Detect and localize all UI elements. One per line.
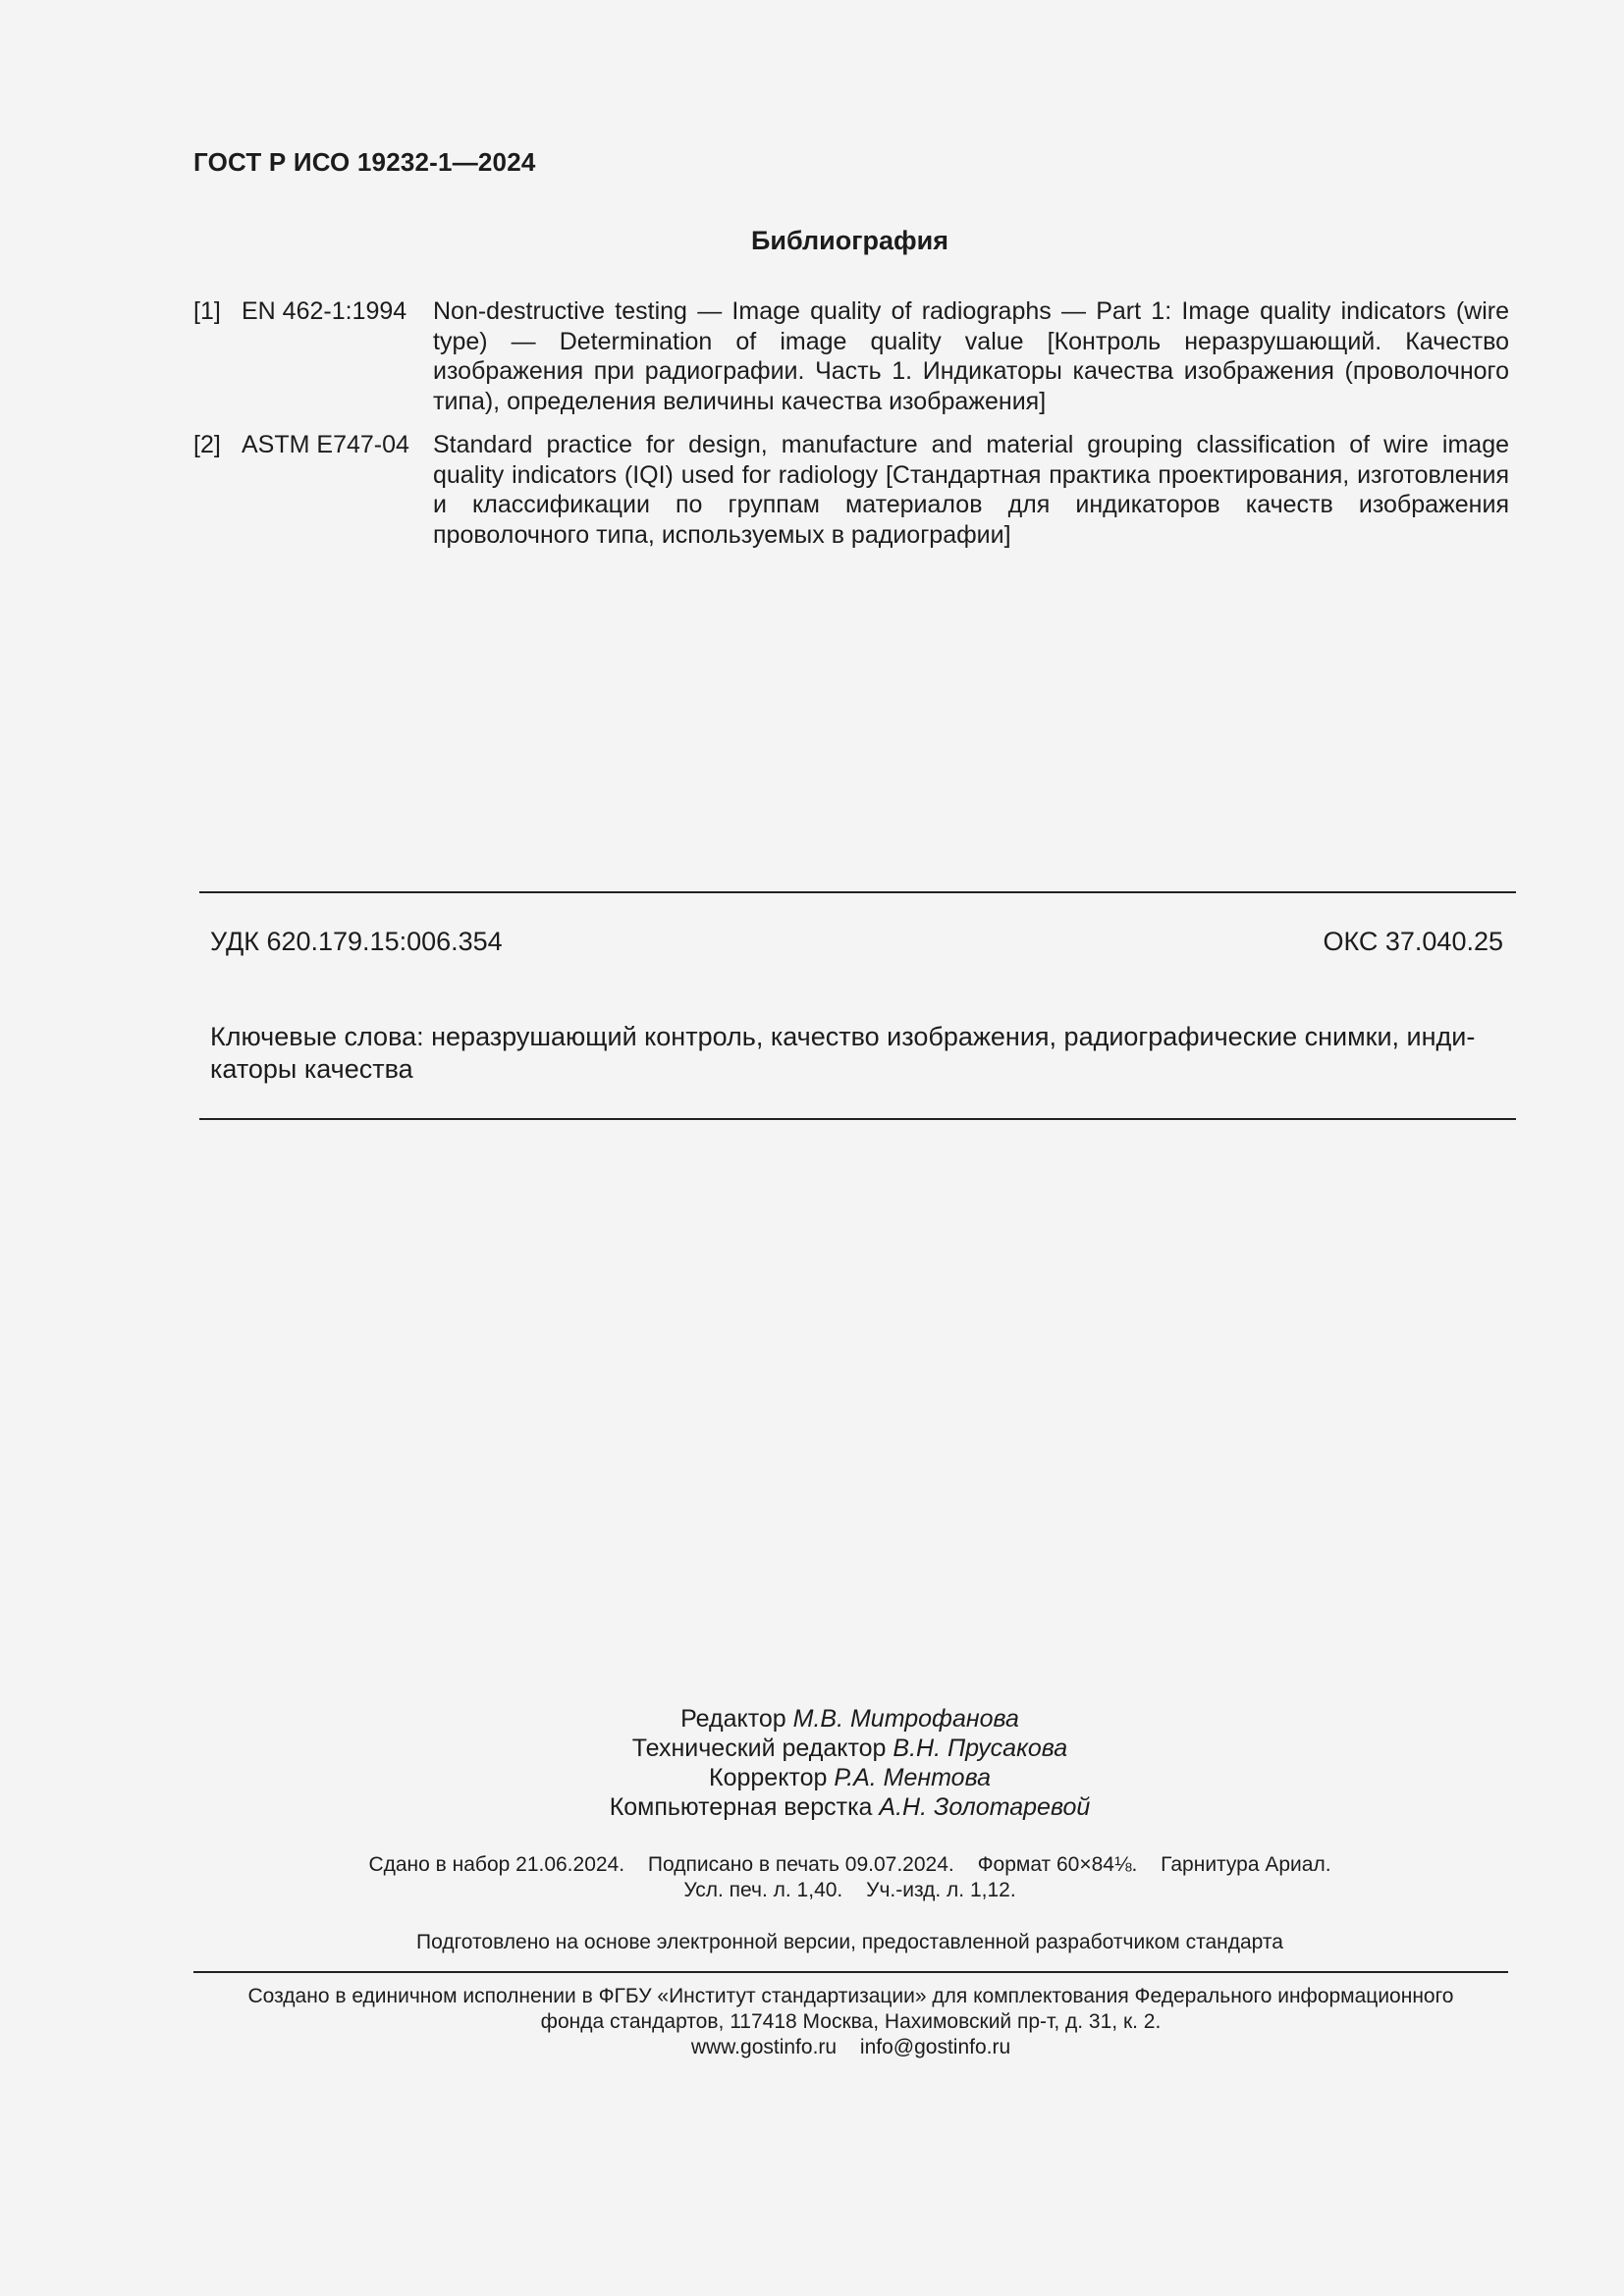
- contact-links: [193, 2035, 1508, 2060]
- prepared-note: Подготовлено на основе электронной версии, предоставленной разработчиком стандарта: [416, 1931, 1283, 1953]
- imprint-line: [0, 1878, 1624, 1903]
- email-link[interactable]: info@gostinfo.ru: [859, 2036, 1011, 2058]
- created-line: Создано в единичном исполнении в ФГБУ «Институт стандартизации» для комплектования Федерального информационного: [247, 1985, 1454, 2007]
- udk-code: УДК 620.179.15:006.354: [210, 927, 503, 956]
- print-sheets: Усл. печ. л. 1,40.: [683, 1879, 843, 1901]
- editor-line: [0, 1704, 1624, 1734]
- bottom-divider: [199, 1118, 1516, 1120]
- imprint-line: [0, 1852, 1624, 1878]
- publisher-sheets: Уч.-изд. л. 1,12.: [866, 1879, 1016, 1901]
- entry-text: Non-destructive testing — Image quality of radiographs — Part 1: Image quality indicators (wire type) — Determination of image quality value [Контроль неразрушающий. Качество изображения при радиографии. Часть 1. Индикаторы качества изображения (проволочного типа), определения величины качества изображения]: [433, 297, 1509, 415]
- oks-code: ОКС 37.040.25: [1323, 927, 1503, 956]
- layout-line: [0, 1792, 1624, 1822]
- entry-text: Standard practice for design, manufacture and material grouping classification of wire image quality indicators (IQI) used for radiology [Стандартная практика проектирования, изготовления и классификации по группам материалов для индикаторов качеств изображения проволочного типа, используемых в радиографии]: [433, 431, 1509, 549]
- entry-code: ASTM E747-04: [242, 431, 409, 458]
- credits: [0, 1704, 1624, 1822]
- keywords: [210, 1021, 1506, 1086]
- person-name: Р.А. Ментова: [834, 1764, 991, 1791]
- typeface: Гарнитура Ариал.: [1161, 1853, 1331, 1876]
- entry-code: EN 462-1:1994: [242, 297, 407, 325]
- role: Технический редактор: [631, 1735, 887, 1762]
- bibliography-title: Библиография: [751, 226, 948, 255]
- entry-number: [1]: [193, 297, 221, 325]
- tech-editor-line: [0, 1734, 1624, 1763]
- proofreader-line: [0, 1763, 1624, 1792]
- person-name: В.Н. Прусакова: [893, 1735, 1068, 1762]
- bibliography-entry: [193, 296, 1509, 416]
- keywords-line: Ключевые слова: неразрушающий контроль, качество изображения, радиографические снимки, инди-: [210, 1022, 1476, 1051]
- entry-number: [2]: [193, 431, 221, 458]
- paper-format: Формат 60×84⅛.: [977, 1853, 1138, 1876]
- imprint: [0, 1852, 1624, 1903]
- created-line: фонда стандартов, 117418 Москва, Нахимовский пр-т, д. 31, к. 2.: [540, 2010, 1162, 2033]
- person-name: А.Н. Золотаревой: [879, 1793, 1091, 1821]
- website-link[interactable]: www.gostinfo.ru: [690, 2036, 838, 2058]
- keywords-line: каторы качества: [210, 1054, 413, 1084]
- role: Корректор: [709, 1764, 828, 1791]
- footer-divider: [193, 1971, 1508, 1973]
- bibliography-list: [193, 296, 1509, 563]
- role: Компьютерная верстка: [609, 1793, 873, 1821]
- standard-id: ГОСТ Р ИСО 19232-1—2024: [193, 147, 536, 177]
- bibliography-entry: [193, 430, 1509, 550]
- signed-date: Подписано в печать 09.07.2024.: [647, 1853, 954, 1876]
- person-name: М.В. Митрофанова: [792, 1705, 1019, 1733]
- submitted-date: Сдано в набор 21.06.2024.: [368, 1853, 625, 1876]
- role: Редактор: [680, 1705, 786, 1733]
- top-divider: [199, 891, 1516, 893]
- created-note: [193, 1984, 1508, 2060]
